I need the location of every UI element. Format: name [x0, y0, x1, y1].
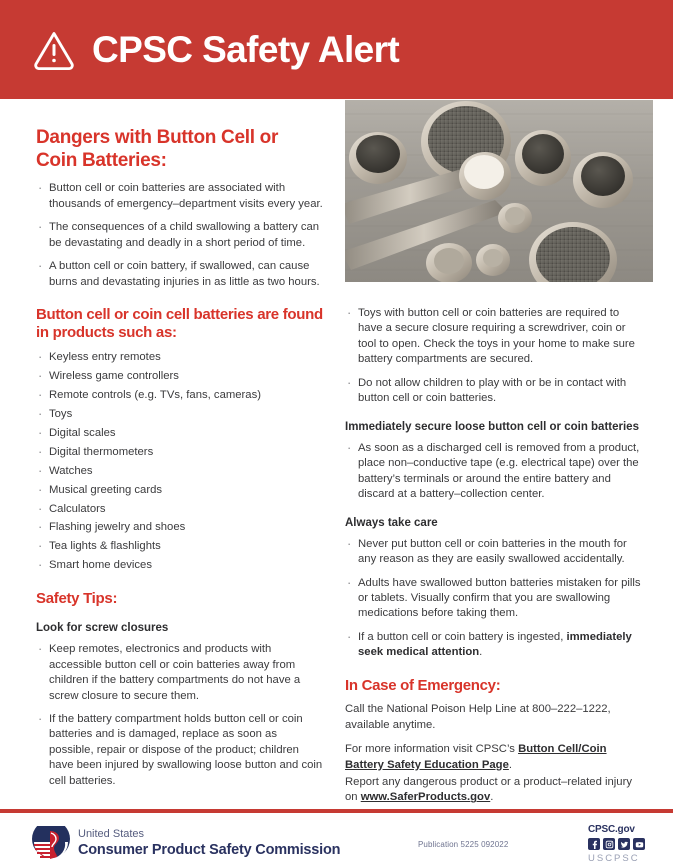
facebook-icon[interactable] [588, 838, 600, 850]
list-item: · Wireless game controllers [36, 369, 324, 384]
final-bullet-suffix: . [479, 646, 483, 659]
dangers-bullet-list [36, 181, 324, 290]
safety-tips-list [36, 642, 324, 789]
photo-illustration [345, 100, 653, 282]
list-item: · Digital scales [36, 426, 324, 441]
screw-closures-subheading: Look for screw closures [36, 622, 169, 635]
report-prefix: Report any dangerous product or a product–related injury on [345, 776, 632, 804]
report-suffix: . [490, 791, 494, 804]
list-item: · Toys [36, 407, 324, 422]
more-information-text [345, 742, 645, 773]
left-column [36, 126, 324, 797]
cpsc-website-label[interactable]: CPSC.gov [588, 824, 635, 835]
final-bullet-bold: immediately seek medical attention [358, 630, 632, 659]
agency-line-2: Consumer Product Safety Commission [78, 841, 341, 858]
warning-triangle-icon [32, 28, 76, 72]
list-item: · As soon as a discharged cell is removed from a product, place non–conductive tape (e.g. electrical tape) over the battery’s terminals or around the entire battery and discard at a battery–collection center. [345, 441, 645, 503]
social-handle: USCPSC [588, 853, 640, 864]
list-item: · Flashing jewelry and shoes [36, 520, 324, 535]
emergency-heading: In Case of Emergency: [345, 676, 501, 694]
products-list [36, 350, 324, 574]
footer-social-block [588, 824, 645, 864]
list-item: · Watches [36, 464, 324, 479]
dangers-heading: Dangers with Button Cell or Coin Batteries: [36, 127, 279, 172]
youtube-icon[interactable] [633, 838, 645, 850]
publication-number: Publication 5225 092022 [418, 840, 509, 849]
poison-help-line-text: Call the National Poison Help Line at 800–222–1222, available anytime. [345, 703, 611, 731]
list-item: · The consequences of a child swallowing a battery can be devastating and deadly in a short period of time. [36, 220, 324, 251]
page-title: CPSC Safety Alert [92, 29, 400, 70]
info-suffix: . [508, 758, 512, 771]
final-bullet-prefix: If a button cell or coin battery is ingested, [358, 630, 567, 643]
twitter-icon[interactable] [618, 838, 630, 850]
secure-loose-list [345, 441, 645, 503]
agency-name [78, 828, 340, 859]
list-item: · Remote controls (e.g. TVs, fans, cameras) [36, 388, 324, 403]
list-item: · Do not allow children to play with or be in contact with button cell or coin batteries. [345, 376, 645, 407]
list-item-medical-attention [345, 630, 645, 661]
alert-header-banner [0, 0, 673, 99]
list-item: · Musical greeting cards [36, 483, 324, 498]
always-take-care-subheading: Always take care [345, 516, 438, 529]
safety-tips-heading: Safety Tips: [36, 589, 118, 607]
list-item: · Smart home devices [36, 558, 324, 573]
info-prefix: For more information visit CPSC’s [345, 743, 519, 756]
toy-requirements-list [345, 306, 645, 407]
list-item: · Tea lights & flashlights [36, 539, 324, 554]
instagram-icon[interactable] [603, 838, 615, 850]
report-product-text [345, 775, 645, 806]
list-item: · Keep remotes, electronics and products with accessible button cell or coin batteries away from children if the battery compartments do not have a screw closure to secure them. [36, 642, 324, 704]
footer-divider [0, 809, 673, 813]
agency-line-1: United States [78, 828, 145, 840]
button-battery-photo [345, 100, 653, 282]
battery-safety-education-link[interactable]: Button Cell/Coin Battery Safety Education Page [345, 743, 607, 771]
list-item: · Calculators [36, 502, 324, 517]
list-item: · Digital thermometers [36, 445, 324, 460]
products-heading: Button cell or coin cell batteries are found in products such as: [36, 306, 323, 342]
list-item: · Toys with button cell or coin batteries are required to have a secure closure requiring a screwdriver, coin or tool to open. Check the toys in your home to make sure battery compartments are secured. [345, 306, 645, 368]
list-item: · Button cell or coin batteries are associated with thousands of emergency–department visits every year. [36, 181, 324, 212]
list-item: · If the battery compartment holds button cell or coin batteries and is damaged, replace as soon as possible, repair or dispose of the product; children have been injured by swallowing loose button and coin cell batteries. [36, 712, 324, 789]
secure-loose-subheading: Immediately secure loose button cell or coin batteries [345, 420, 639, 433]
list-item: · Adults have swallowed button batteries mistaken for pills or tablets. Visually confirm that you are swallowing medications before taking them. [345, 576, 645, 622]
list-item: · Keyless entry remotes [36, 350, 324, 365]
right-column [345, 306, 645, 815]
saferproducts-link[interactable]: www.SaferProducts.gov [360, 791, 491, 804]
always-take-care-list [345, 537, 645, 661]
social-icon-row [588, 838, 645, 850]
list-item: · Never put button cell or coin batteries in the mouth for any reason as they are easily swallowed accidentally. [345, 537, 645, 568]
list-item: · A button cell or coin battery, if swallowed, can cause burns and devastating injuries in as little as two hours. [36, 259, 324, 290]
cpsc-seal-icon [30, 826, 72, 862]
